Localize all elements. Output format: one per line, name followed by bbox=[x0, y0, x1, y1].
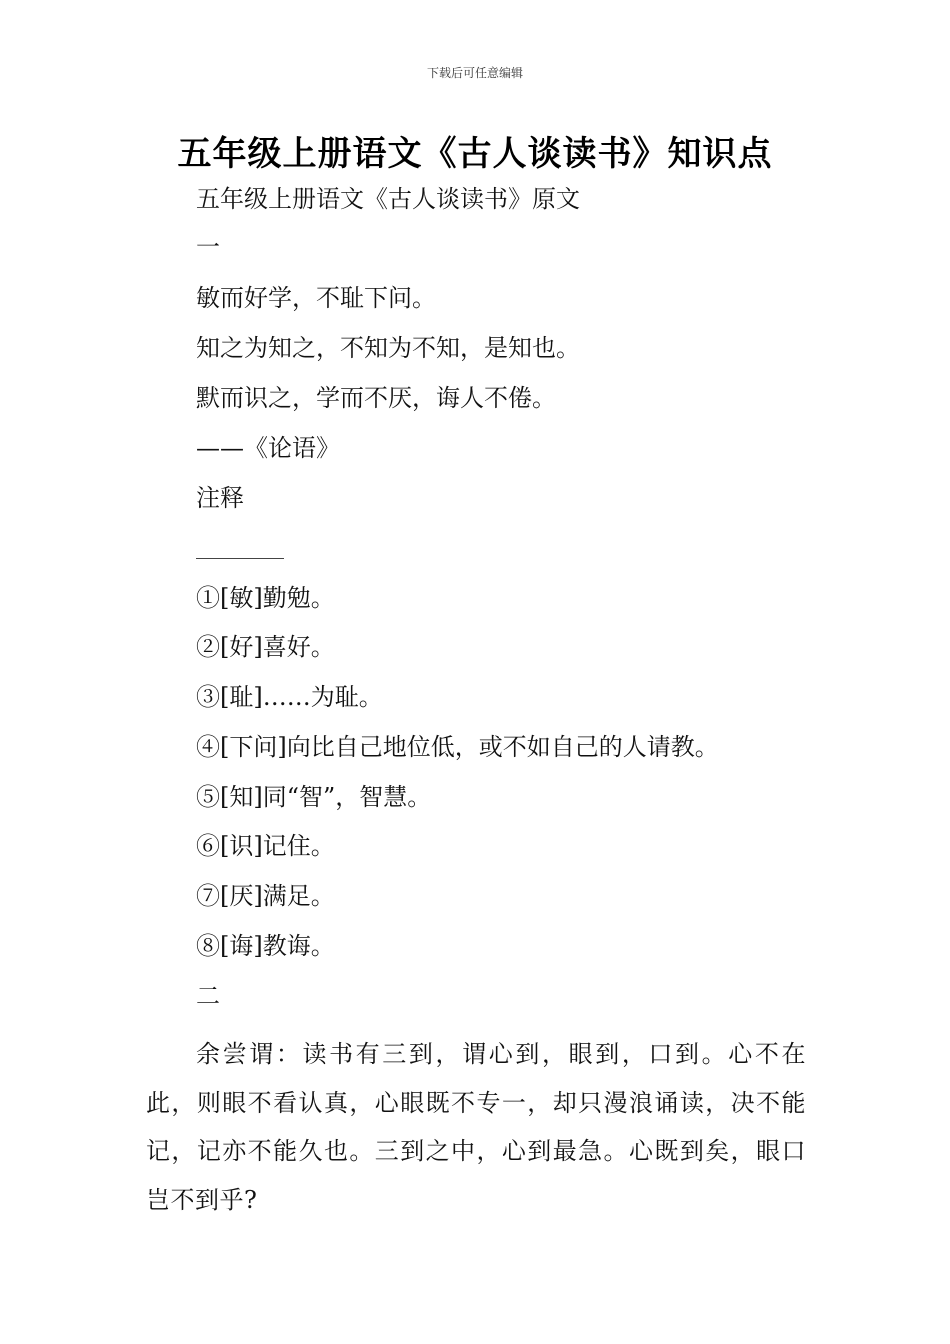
page-header-note: 下载后可任意编辑 bbox=[426, 66, 523, 80]
document-title: 五年级上册语文《古人谈读书》知识点 bbox=[177, 134, 773, 174]
note-item-8: ⑧[诲]教诲。 bbox=[196, 932, 335, 960]
verse-source: ——《论语》 bbox=[196, 434, 340, 462]
part-two-label: 二 bbox=[196, 982, 220, 1010]
note-item-7: ⑦[厌]满足。 bbox=[196, 882, 335, 910]
note-item-1: ①[敏]勤勉。 bbox=[196, 584, 335, 612]
section-heading-original-text: 五年级上册语文《古人谈读书》原文 bbox=[196, 185, 580, 213]
note-item-5: ⑤[知]同“智”，智慧。 bbox=[196, 783, 432, 811]
verse-line-2: 知之为知之，不知为不知，是知也。 bbox=[196, 334, 580, 362]
verse-line-1: 敏而好学，不耻下问。 bbox=[196, 284, 436, 312]
note-item-2: ②[好]喜好。 bbox=[196, 633, 335, 661]
part-two-paragraph: 余尝谓：读书有三到，谓心到，眼到，口到。心不在此，则眼不看认真，心眼既不专一，却只漫浪诵读，决不能记，记亦不能久也。三到之中，心到最急。心既到矣，眼口岂不到乎? bbox=[146, 1040, 806, 1214]
note-item-6: ⑥[识]记住。 bbox=[196, 832, 335, 860]
note-item-4: ④[下问]向比自己地位低，或不如自己的人请教。 bbox=[196, 733, 719, 761]
notes-divider bbox=[196, 558, 284, 559]
verse-line-3: 默而识之，学而不厌，诲人不倦。 bbox=[196, 384, 556, 412]
note-item-3: ③[耻]……为耻。 bbox=[196, 683, 383, 711]
part-one-label: 一 bbox=[196, 233, 220, 261]
notes-heading: 注释 bbox=[196, 484, 244, 512]
